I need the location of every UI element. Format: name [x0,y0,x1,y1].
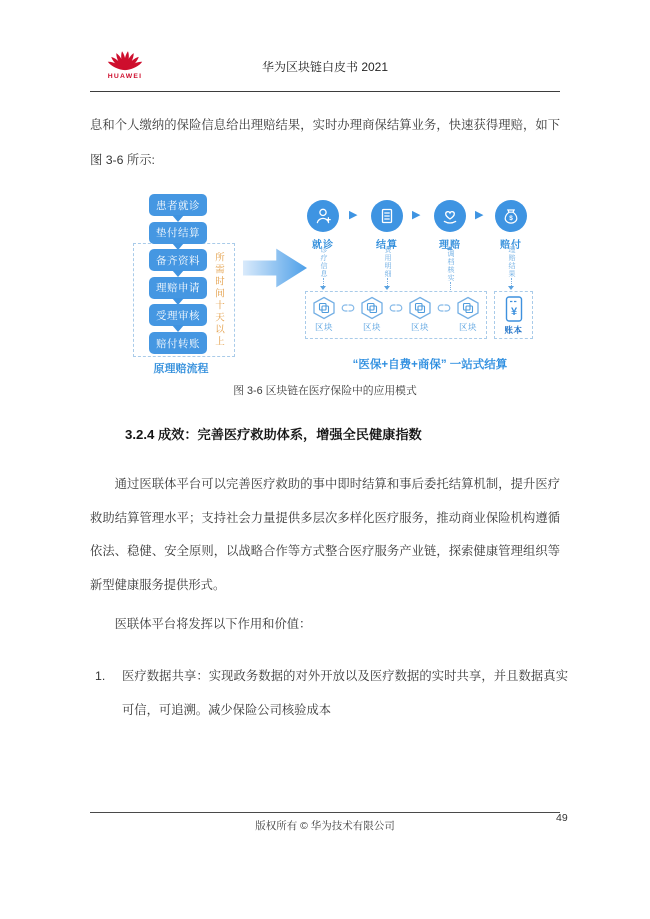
stage-label: 就诊 [312,240,334,251]
blockchain-dashed-frame [305,291,487,339]
list-item-number: 1. [95,669,106,683]
stage-label: 赔付 [500,240,522,251]
flow-note-text: 理赔结果 [508,246,515,278]
payout-moneybag-icon [495,200,527,232]
block-label: 区块 [410,322,429,332]
flow-step: 垫付结算 [149,222,207,244]
stage-arrow-icon: ▶ [475,209,484,221]
block-hexagon-icon [311,296,337,320]
stage-flow-note [381,246,393,290]
stage-label: 理赔 [439,240,461,251]
block-hexagon-icon [407,296,433,320]
claims-care-icon [434,200,466,232]
flow-step: 备齐资料 [149,249,207,271]
flow-note-text: 诊疗信息 [320,246,327,278]
block-label: 区块 [458,322,477,332]
header-divider [90,91,560,92]
copyright-text: 版权所有 © 华为技术有限公司 [255,820,395,832]
chain-link-icon [437,303,451,313]
chain-link-icon [389,303,403,313]
ledger-dashed-frame [494,291,533,339]
list-item-text: 医疗数据共享：实现政务数据的对外开放以及医疗数据的实时共享，并且数据真实可信，可追溯。减少保险公司核验成本 [122,669,568,717]
down-arrowhead-icon [508,286,514,290]
stage-arrow-icon: ▶ [349,209,358,221]
flow-down-arrow-icon [172,215,184,222]
flow-note-text: 调档核实 [447,250,454,282]
flow-step: 受理审核 [149,304,207,326]
yuan-symbol: ¥ [510,305,517,318]
figure-caption: 图 3-6 区块链在医疗保险中的应用模式 [233,385,417,397]
block-cell [307,296,341,333]
stage-arrow-icon: ▶ [412,209,421,221]
chain-link-icon [341,303,355,313]
block-label: 区块 [362,322,381,332]
block-cell [355,296,389,333]
flow-note-text: 费用明细 [384,246,391,278]
section-heading: 3.2.4 成效：完善医疗救助体系，增强全民健康指数 [125,427,422,442]
flow-step: 理赔申请 [149,277,207,299]
dollar-symbol: $ [509,215,513,223]
block-cell [403,296,437,333]
flow-step: 赔付转账 [149,332,207,354]
dotted-connector [450,282,451,290]
dotted-connector [387,278,388,286]
dotted-connector [511,278,512,286]
stage-flow-note [317,246,329,290]
stage-flow-note [444,246,456,290]
ledger-icon [504,295,524,323]
section-paragraph: 医联体平台将发挥以下作用和价值： [114,617,312,631]
down-arrowhead-icon [384,286,390,290]
flow-step: 患者就诊 [149,194,207,216]
down-arrowhead-icon [320,286,326,290]
brand-text: HUAWEI [107,73,143,80]
dotted-connector [323,278,324,286]
stage-label: 结算 [376,240,398,251]
intro-paragraph: 息和个人缴纳的保险信息给出理赔结果，实时办理商保结算业务，快速获得理赔，如下图 3-6 所示: [90,118,560,167]
patient-visit-icon [307,200,339,232]
settlement-bill-icon [371,200,403,232]
block-label: 区块 [314,322,333,332]
document-title: 华为区块链白皮书 2021 [261,60,389,74]
page-number: 49 [556,812,568,824]
block-cell [451,296,485,333]
old-process-label: 原理赔流程 [153,363,209,375]
duration-note: 所需时间十天以上 [213,252,224,348]
footer-divider [90,812,560,813]
block-hexagon-icon [455,296,481,320]
ledger-label: 账本 [504,324,523,335]
one-stop-settlement-tagline: “医保+自费+商保” 一站式结算 [352,359,508,371]
block-hexagon-icon [359,296,385,320]
transition-arrow-icon [243,247,307,289]
stage-flow-note [505,246,517,290]
section-paragraph: 通过医联体平台可以完善医疗救助的事中即时结算和事后委托结算机制，提升医疗救助结算管理水平；支持社会力量提供多层次多样化医疗服务，推动商业保险机构遵循依法、稳健、安全原则，以战略合作等方式整合医疗服务产业链，探索健康管理组织等新型健康服务提供形式。 [90,477,560,592]
